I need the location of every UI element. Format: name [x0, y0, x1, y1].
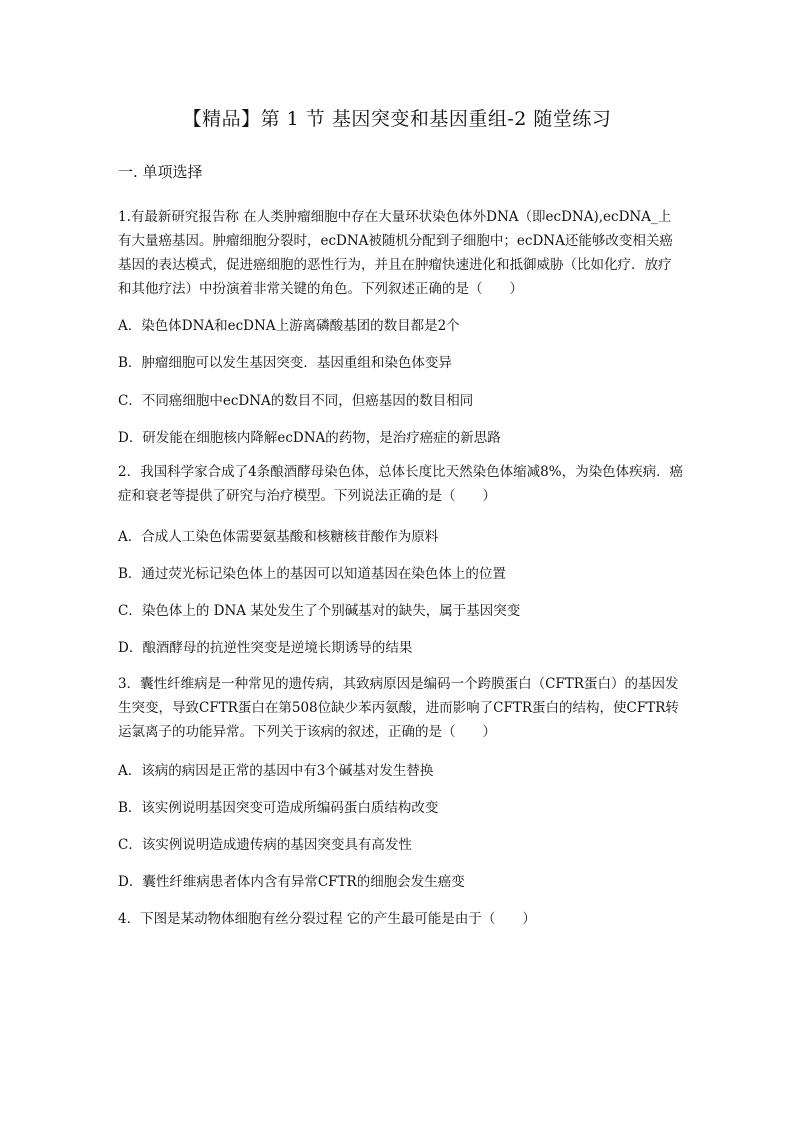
question-2-option-d: D．酿酒酵母的抗逆性突变是逆境长期诱导的结果 — [118, 640, 413, 656]
question-1-option-c: C．不同癌细胞中ecDNA的数目不同，但癌基因的数目相同 — [118, 393, 474, 409]
question-2-stem: 2．我国科学家合成了4条酿酒酵母染色体，总体长度比天然染色体缩减8%，为染色体疾病．癌症和衰老等提供了研究与治疗模型。下列说法正确的是（ ） — [118, 464, 684, 504]
question-4-stem: 4．下图是某动物体细胞有丝分裂过程 它的产生最可能是由于（ ） — [118, 911, 536, 927]
question-3-option-d: D．囊性纤维病患者体内含有异常CFTR的细胞会发生癌变 — [118, 874, 465, 890]
question-1-option-d: D．研发能在细胞核内降解ecDNA的药物，是治疗癌症的新思路 — [118, 430, 501, 446]
question-3-option-b: B．该实例说明基因突变可造成所编码蛋白质结构改变 — [118, 800, 439, 816]
question-1-option-b: B．肿瘤细胞可以发生基因突变．基因重组和染色体变异 — [118, 355, 452, 371]
question-2-option-c: C．染色体上的 DNA 某处发生了个别碱基对的缺失，属于基因突变 — [118, 603, 521, 619]
question-2-option-a: A．合成人工染色体需要氨基酸和核糖核苷酸作为原料 — [118, 529, 439, 545]
question-3-option-c: C．该实例说明造成遗传病的基因突变具有高发性 — [118, 837, 412, 853]
question-1-stem: 1.有最新研究报告称 在人类肿瘤细胞中存在大量环状染色体外DNA（即ecDNA),ecDNA_上有大量癌基因。肿瘤细胞分裂时，ecDNA被随机分配到子细胞中；ecDNA还能够改变相关癌基因的表达模式，促进癌细胞的恶性行为，并且在肿瘤快速进化和抵御威胁（比如化疗．放疗和其他疗法）中扮演着非常关键的角色。下列叙述正确的是（ ） — [118, 209, 673, 297]
question-3-stem: 3．囊性纤维病是一种常见的遗传病，其致病原因是编码一个跨膜蛋白（CFTR蛋白）的基因发生突变，导致CFTR蛋白在第508位缺少苯丙氨酸，进而影响了CFTR蛋白的结构，使CFTR转运氯离子的功能异常。下列关于该病的叙述，正确的是（ ） — [118, 676, 679, 740]
section-heading: 一. 单项选择 — [118, 163, 203, 181]
question-3-option-a: A．该病的病因是正常的基因中有3个碱基对发生替换 — [118, 763, 434, 779]
page-title: 【精品】第 1 节 基因突变和基因重组-2 随堂练习 — [182, 108, 612, 130]
question-1-option-a: A．染色体DNA和ecDNA上游离磷酸基团的数目都是2个 — [118, 318, 460, 334]
question-2-option-b: B．通过荧光标记染色体上的基因可以知道基因在染色体上的位置 — [118, 566, 506, 582]
